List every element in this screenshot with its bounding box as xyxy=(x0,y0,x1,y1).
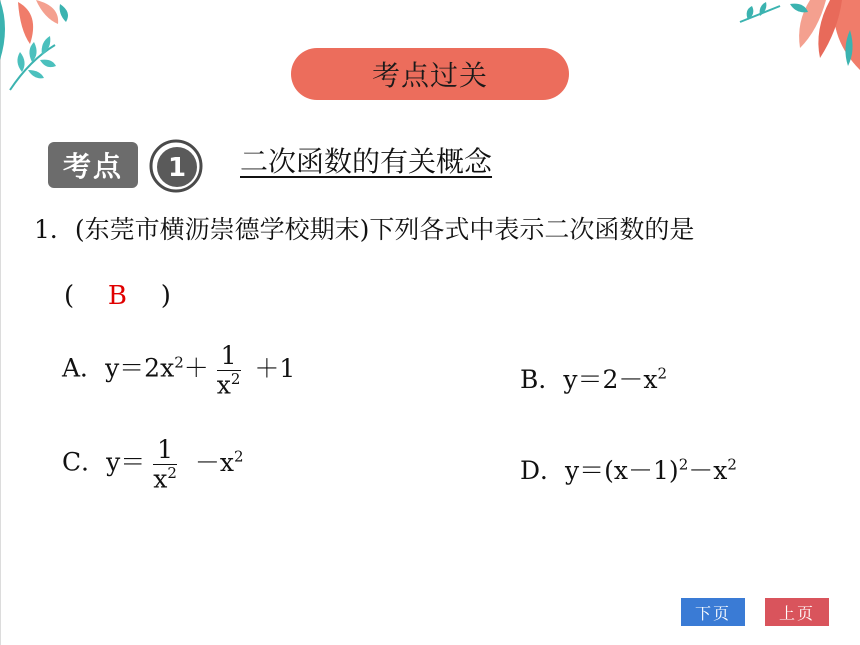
option-a-post: ＋1 xyxy=(254,353,296,383)
leaf-decoration-left xyxy=(0,0,120,95)
option-a-sup: 2 xyxy=(174,353,184,372)
option-b-sup: 2 xyxy=(657,364,668,383)
option-c xyxy=(62,436,244,492)
section-tag xyxy=(48,142,138,188)
question-text: 1．(东莞市横沥崇德学校期末)下列各式中表示二次函数的是 xyxy=(34,215,695,244)
option-d-pre: y＝(x－1) xyxy=(565,456,679,485)
leaf-decoration-right xyxy=(730,0,860,80)
prev-page-button[interactable]: 上页 xyxy=(765,598,829,626)
answer-value: B xyxy=(107,281,127,311)
answer-line xyxy=(64,281,171,311)
option-d xyxy=(520,451,737,487)
option-c-pre: y＝ xyxy=(106,447,146,477)
option-d-label: D． xyxy=(520,456,566,485)
option-d-post: －x xyxy=(688,456,728,485)
header-title: 考点过关 xyxy=(371,59,488,92)
option-c-denominator: $x^2$ xyxy=(153,463,177,493)
option-b-label: B． xyxy=(520,365,564,394)
option-a-numerator: 1 xyxy=(217,342,241,371)
option-c-post-sup: 2 xyxy=(234,447,244,466)
section-title: 二次函数的有关概念 xyxy=(240,145,493,178)
option-d-sup: 2 xyxy=(678,455,689,474)
option-a-label: A． xyxy=(62,353,106,383)
option-d-post-sup: 2 xyxy=(727,455,737,474)
option-a-pre: y＝2x xyxy=(105,353,175,383)
option-c-numerator: 1 xyxy=(153,436,177,465)
option-b-pre: y＝2－x xyxy=(563,365,658,394)
option-a xyxy=(62,342,295,398)
section-number: 1 xyxy=(167,153,187,183)
section-number-badge xyxy=(148,138,204,194)
answer-paren-open: ( xyxy=(64,281,75,311)
option-c-post: －x xyxy=(194,447,235,477)
option-b xyxy=(520,360,667,396)
option-a-fraction xyxy=(213,342,245,398)
option-a-plus: ＋ xyxy=(183,353,209,383)
section-tag-label: 考点 xyxy=(62,150,123,183)
slide-border xyxy=(0,0,1,645)
option-a-denominator: $x^2$ xyxy=(216,369,241,399)
option-c-label: C． xyxy=(62,447,107,477)
answer-paren-close: ) xyxy=(160,281,171,311)
header-title-pill xyxy=(291,48,569,100)
option-c-fraction xyxy=(149,436,181,492)
next-page-button[interactable]: 下页 xyxy=(681,598,745,626)
